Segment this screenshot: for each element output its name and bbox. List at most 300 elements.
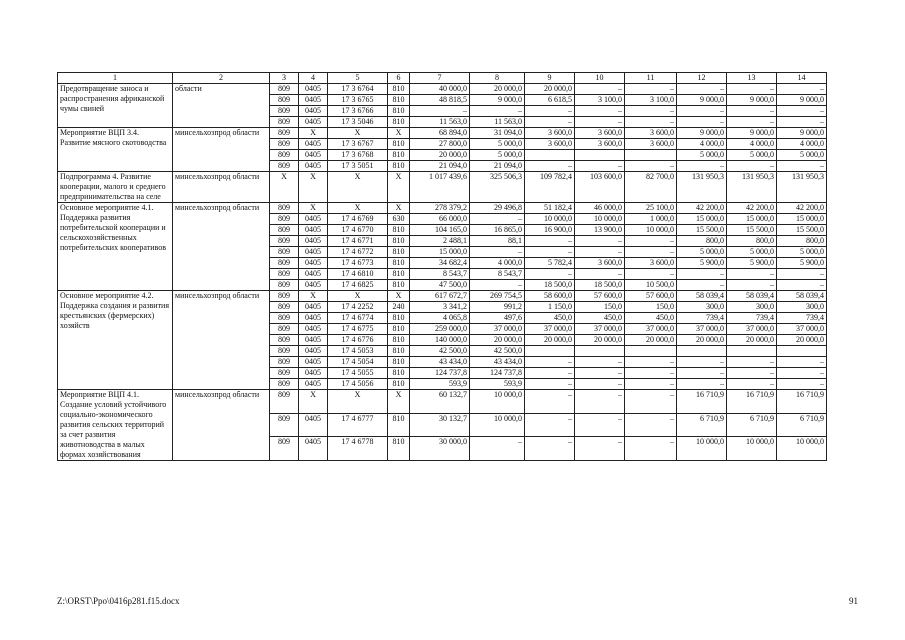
amount-cell: 21 094,0 (470, 161, 525, 172)
amount-cell: – (625, 161, 677, 172)
code-cell: X (299, 128, 328, 139)
code-cell: 810 (388, 324, 410, 335)
code-cell: 17 3 6766 (328, 106, 388, 117)
amount-cell: – (575, 161, 625, 172)
amount-cell: 20 000,0 (625, 335, 677, 346)
code-cell: 809 (270, 117, 299, 128)
amount-cell: 3 600,0 (575, 258, 625, 269)
code-cell: 809 (270, 150, 299, 161)
amount-cell: 1 000,0 (625, 214, 677, 225)
amount-cell: 37 000,0 (470, 324, 525, 335)
amount-cell: 37 000,0 (625, 324, 677, 335)
amount-cell: 131 950,3 (777, 172, 827, 203)
amount-cell: – (777, 117, 827, 128)
amount-cell: 991,2 (470, 302, 525, 313)
amount-cell: 51 182,4 (525, 203, 575, 214)
amount-cell: 11 563,0 (410, 117, 470, 128)
amount-cell: 5 000,0 (777, 150, 827, 161)
amount-cell: 15 500,0 (727, 225, 777, 236)
code-cell: 0405 (299, 379, 328, 390)
amount-cell: 25 100,0 (625, 203, 677, 214)
amount-cell: – (625, 357, 677, 368)
amount-cell: 3 600,0 (625, 258, 677, 269)
code-cell: 809 (270, 357, 299, 368)
amount-cell: 8 543,7 (410, 269, 470, 280)
amount-cell: 1 150,0 (525, 302, 575, 313)
code-cell: 0405 (299, 335, 328, 346)
amount-cell: 617 672,7 (410, 291, 470, 302)
amount-cell: 739,4 (677, 313, 727, 324)
code-cell: 0405 (299, 84, 328, 95)
amount-cell: – (525, 269, 575, 280)
amount-cell: 3 600,0 (575, 128, 625, 139)
code-cell: 810 (388, 84, 410, 95)
code-cell: 809 (270, 413, 299, 437)
table-row (58, 128, 827, 139)
amount-cell: 1 017 439,6 (410, 172, 470, 203)
code-cell: 0405 (299, 269, 328, 280)
amount-cell: 10 500,0 (625, 280, 677, 291)
amount-cell: 3 600,0 (625, 128, 677, 139)
code-cell: 810 (388, 150, 410, 161)
code-cell: 809 (270, 258, 299, 269)
amount-cell: 15 000,0 (677, 214, 727, 225)
amount-cell: – (470, 280, 525, 291)
amount-cell: – (777, 379, 827, 390)
code-cell: 810 (388, 258, 410, 269)
amount-cell: 8 543,7 (470, 269, 525, 280)
code-cell: 0405 (299, 247, 328, 258)
amount-cell: 21 094,0 (410, 161, 470, 172)
amount-cell: 140 000,0 (410, 335, 470, 346)
code-cell: 809 (270, 280, 299, 291)
amount-cell: 47 500,0 (410, 280, 470, 291)
program-name: Основное мероприятие 4.1. Поддержка развития потребительской кооперации и сельскохозяйственных потребительских кооперативов (58, 203, 173, 291)
amount-cell (677, 346, 727, 357)
column-number: 7 (410, 73, 470, 84)
amount-cell: 800,0 (727, 236, 777, 247)
code-cell: 17 3 6764 (328, 84, 388, 95)
code-cell: 0405 (299, 280, 328, 291)
amount-cell: – (525, 106, 575, 117)
column-number: 11 (625, 73, 677, 84)
code-cell: 17 3 5046 (328, 117, 388, 128)
amount-cell: 6 618,5 (525, 95, 575, 106)
amount-cell: 13 900,0 (575, 225, 625, 236)
code-cell: 0405 (299, 150, 328, 161)
amount-cell: 269 754,5 (470, 291, 525, 302)
amount-cell: 593,9 (410, 379, 470, 390)
amount-cell: 3 100,0 (575, 95, 625, 106)
code-cell: 810 (388, 106, 410, 117)
amount-cell: 30 000,0 (410, 437, 470, 461)
code-cell: 810 (388, 368, 410, 379)
amount-cell: 9 000,0 (727, 95, 777, 106)
amount-cell: 82 700,0 (625, 172, 677, 203)
executor: минсельхозпрод области (173, 390, 270, 461)
amount-cell: 37 000,0 (777, 324, 827, 335)
amount-cell: 20 000,0 (525, 84, 575, 95)
amount-cell: 5 000,0 (677, 150, 727, 161)
amount-cell: – (575, 84, 625, 95)
amount-cell: 9 000,0 (777, 128, 827, 139)
amount-cell: 6 710,9 (777, 413, 827, 437)
amount-cell (727, 346, 777, 357)
amount-cell: 5 900,0 (777, 258, 827, 269)
code-cell: 809 (270, 247, 299, 258)
amount-cell: 4 065,8 (410, 313, 470, 324)
amount-cell (575, 150, 625, 161)
amount-cell: 37 000,0 (727, 324, 777, 335)
code-cell: 0405 (299, 117, 328, 128)
amount-cell: – (727, 357, 777, 368)
amount-cell: 131 950,3 (727, 172, 777, 203)
code-cell: 809 (270, 128, 299, 139)
amount-cell: – (575, 357, 625, 368)
amount-cell: 31 094,0 (470, 128, 525, 139)
code-cell: 17 4 6810 (328, 269, 388, 280)
amount-cell: 497,6 (470, 313, 525, 324)
code-cell: 810 (388, 413, 410, 437)
amount-cell: – (777, 106, 827, 117)
page-number: 91 (849, 596, 858, 606)
code-cell: 809 (270, 324, 299, 335)
code-cell: 17 4 5056 (328, 379, 388, 390)
code-cell: 17 4 6774 (328, 313, 388, 324)
executor: области (173, 84, 270, 128)
amount-cell: 5 782,4 (525, 258, 575, 269)
code-cell: 0405 (299, 368, 328, 379)
amount-cell: 325 506,3 (470, 172, 525, 203)
code-cell: 17 4 6770 (328, 225, 388, 236)
amount-cell: – (777, 280, 827, 291)
amount-cell: 16 710,9 (727, 390, 777, 414)
amount-cell (525, 150, 575, 161)
code-cell: 0405 (299, 236, 328, 247)
amount-cell: 58 600,0 (525, 291, 575, 302)
amount-cell: 15 000,0 (777, 214, 827, 225)
code-cell: 17 4 6775 (328, 324, 388, 335)
amount-cell: 300,0 (777, 302, 827, 313)
amount-cell: 131 950,3 (677, 172, 727, 203)
code-cell: X (299, 172, 328, 203)
amount-cell: 10 000,0 (470, 413, 525, 437)
code-cell: 240 (388, 302, 410, 313)
amount-cell: 10 000,0 (727, 437, 777, 461)
amount-cell: 5 000,0 (727, 150, 777, 161)
table-row (58, 291, 827, 302)
amount-cell: – (575, 379, 625, 390)
amount-cell (525, 346, 575, 357)
amount-cell: 9 000,0 (777, 95, 827, 106)
table-row (58, 84, 827, 95)
amount-cell: – (625, 106, 677, 117)
amount-cell: 450,0 (575, 313, 625, 324)
amount-cell: – (525, 368, 575, 379)
amount-cell: – (525, 437, 575, 461)
amount-cell: 10 000,0 (677, 437, 727, 461)
amount-cell: 66 000,0 (410, 214, 470, 225)
code-cell: 0405 (299, 139, 328, 150)
code-cell: 17 3 6765 (328, 95, 388, 106)
amount-cell: – (470, 247, 525, 258)
code-cell: 17 4 6771 (328, 236, 388, 247)
amount-cell: 9 000,0 (677, 95, 727, 106)
amount-cell: – (575, 368, 625, 379)
amount-cell: 10 000,0 (625, 225, 677, 236)
amount-cell: 450,0 (625, 313, 677, 324)
amount-cell: – (575, 236, 625, 247)
amount-cell: – (677, 117, 727, 128)
amount-cell: 4 000,0 (470, 258, 525, 269)
code-cell: 810 (388, 117, 410, 128)
code-cell: 17 4 6776 (328, 335, 388, 346)
amount-cell: – (727, 106, 777, 117)
amount-cell: 4 000,0 (677, 139, 727, 150)
amount-cell: 109 782,4 (525, 172, 575, 203)
amount-cell: 4 000,0 (777, 139, 827, 150)
program-name: Подпрограмма 4. Развитие кооперации, малого и среднего предпринимательства на селе (58, 172, 173, 203)
amount-cell: – (625, 84, 677, 95)
code-cell: 810 (388, 269, 410, 280)
amount-cell: 3 100,0 (625, 95, 677, 106)
code-cell: 17 4 2252 (328, 302, 388, 313)
amount-cell: 16 900,0 (525, 225, 575, 236)
code-cell: 809 (270, 335, 299, 346)
code-cell: 810 (388, 346, 410, 357)
amount-cell: 20 000,0 (470, 335, 525, 346)
amount-cell: – (525, 357, 575, 368)
amount-cell: 150,0 (625, 302, 677, 313)
code-cell: 810 (388, 161, 410, 172)
amount-cell: 5 000,0 (677, 247, 727, 258)
amount-cell: – (525, 117, 575, 128)
code-cell: 809 (270, 214, 299, 225)
amount-cell: 124 737,8 (410, 368, 470, 379)
amount-cell: 37 000,0 (575, 324, 625, 335)
amount-cell: – (625, 379, 677, 390)
amount-cell: – (777, 161, 827, 172)
amount-cell: 42 500,0 (410, 346, 470, 357)
code-cell: X (388, 390, 410, 414)
code-cell: 17 4 6825 (328, 280, 388, 291)
amount-cell: 3 341,2 (410, 302, 470, 313)
code-cell: 0405 (299, 95, 328, 106)
code-cell: 0405 (299, 302, 328, 313)
code-cell: 809 (270, 236, 299, 247)
amount-cell: 46 000,0 (575, 203, 625, 214)
column-number: 1 (58, 73, 173, 84)
amount-cell: 593,9 (470, 379, 525, 390)
code-cell: 810 (388, 437, 410, 461)
amount-cell: – (575, 390, 625, 414)
amount-cell: 20 000,0 (470, 84, 525, 95)
amount-cell: 29 496,8 (470, 203, 525, 214)
code-cell: 810 (388, 379, 410, 390)
amount-cell: – (575, 117, 625, 128)
code-cell: 0405 (299, 357, 328, 368)
amount-cell: – (470, 106, 525, 117)
code-cell: X (299, 203, 328, 214)
amount-cell: 6 710,9 (677, 413, 727, 437)
amount-cell: – (677, 84, 727, 95)
table-row (58, 203, 827, 214)
amount-cell: – (727, 368, 777, 379)
amount-cell: 16 710,9 (677, 390, 727, 414)
amount-cell: 11 563,0 (470, 117, 525, 128)
code-cell: X (388, 291, 410, 302)
amount-cell: 58 039,4 (677, 291, 727, 302)
amount-cell: 43 434,0 (410, 357, 470, 368)
code-cell: 810 (388, 95, 410, 106)
code-cell: 810 (388, 225, 410, 236)
amount-cell: 27 800,0 (410, 139, 470, 150)
amount-cell: 34 682,4 (410, 258, 470, 269)
amount-cell: 5 900,0 (727, 258, 777, 269)
amount-cell: 20 000,0 (777, 335, 827, 346)
amount-cell: 18 500,0 (525, 280, 575, 291)
amount-cell: – (677, 379, 727, 390)
amount-cell: 30 132,7 (410, 413, 470, 437)
code-cell: 17 4 5053 (328, 346, 388, 357)
code-cell: 809 (270, 161, 299, 172)
amount-cell: 58 039,4 (727, 291, 777, 302)
table-row (58, 172, 827, 203)
amount-cell: 20 000,0 (575, 335, 625, 346)
executor: минсельхозпрод области (173, 291, 270, 390)
column-number: 8 (470, 73, 525, 84)
amount-cell: – (525, 413, 575, 437)
code-cell: 809 (270, 390, 299, 414)
amount-cell: – (727, 161, 777, 172)
amount-cell: 88,1 (470, 236, 525, 247)
code-cell: 809 (270, 203, 299, 214)
code-cell: X (388, 203, 410, 214)
amount-cell: 16 865,0 (470, 225, 525, 236)
code-cell: 810 (388, 335, 410, 346)
program-name: Предотвращение заноса и распространения африканской чумы свиней (58, 84, 173, 128)
code-cell: 17 4 6777 (328, 413, 388, 437)
amount-cell: 42 200,0 (777, 203, 827, 214)
amount-cell: 37 000,0 (525, 324, 575, 335)
amount-cell: 800,0 (777, 236, 827, 247)
code-cell: X (328, 291, 388, 302)
code-cell: 0405 (299, 225, 328, 236)
executor: минсельхозпрод области (173, 203, 270, 291)
amount-cell: 20 000,0 (410, 150, 470, 161)
amount-cell: – (575, 437, 625, 461)
amount-cell: 3 600,0 (525, 139, 575, 150)
amount-cell: 5 000,0 (470, 139, 525, 150)
amount-cell: 42 500,0 (470, 346, 525, 357)
amount-cell: 16 710,9 (777, 390, 827, 414)
amount-cell (625, 150, 677, 161)
amount-cell: 60 132,7 (410, 390, 470, 414)
amount-cell: – (525, 247, 575, 258)
amount-cell: – (677, 280, 727, 291)
amount-cell: 5 900,0 (677, 258, 727, 269)
code-cell: X (299, 390, 328, 414)
amount-cell (575, 346, 625, 357)
amount-cell: 5 000,0 (777, 247, 827, 258)
amount-cell: 2 488,1 (410, 236, 470, 247)
amount-cell: – (625, 390, 677, 414)
code-cell: 17 4 5055 (328, 368, 388, 379)
amount-cell: 278 379,2 (410, 203, 470, 214)
amount-cell: – (575, 413, 625, 437)
column-number: 6 (388, 73, 410, 84)
amount-cell: 48 818,5 (410, 95, 470, 106)
code-cell: X (388, 128, 410, 139)
amount-cell: 5 000,0 (470, 150, 525, 161)
code-cell: 809 (270, 225, 299, 236)
amount-cell: – (625, 236, 677, 247)
program-name: Основное мероприятие 4.2. Поддержка создания и развития крестьянских (фермерских) хозяйств (58, 291, 173, 390)
amount-cell: – (470, 214, 525, 225)
amount-cell: – (525, 390, 575, 414)
amount-cell: 57 600,0 (625, 291, 677, 302)
code-cell: 809 (270, 437, 299, 461)
amount-cell: 739,4 (777, 313, 827, 324)
amount-cell: – (727, 379, 777, 390)
column-number: 13 (727, 73, 777, 84)
amount-cell: 10 000,0 (525, 214, 575, 225)
amount-cell: – (777, 269, 827, 280)
table-body (58, 73, 827, 461)
amount-cell: 10 000,0 (470, 390, 525, 414)
code-cell: 0405 (299, 346, 328, 357)
amount-cell: 42 200,0 (727, 203, 777, 214)
code-cell: 809 (270, 139, 299, 150)
amount-cell: – (677, 357, 727, 368)
amount-cell: 37 000,0 (677, 324, 727, 335)
table-row (58, 390, 827, 414)
code-cell: 0405 (299, 437, 328, 461)
code-cell: X (328, 203, 388, 214)
amount-cell: 20 000,0 (525, 335, 575, 346)
amount-cell: 800,0 (677, 236, 727, 247)
code-cell: 809 (270, 379, 299, 390)
column-number-row (58, 73, 827, 84)
amount-cell: – (525, 379, 575, 390)
amount-cell: 3 600,0 (525, 128, 575, 139)
amount-cell: 9 000,0 (727, 128, 777, 139)
amount-cell: 68 894,0 (410, 128, 470, 139)
amount-cell: – (625, 269, 677, 280)
code-cell: 0405 (299, 161, 328, 172)
amount-cell: – (575, 247, 625, 258)
amount-cell: – (677, 161, 727, 172)
code-cell: 17 4 6778 (328, 437, 388, 461)
amount-cell: 103 600,0 (575, 172, 625, 203)
amount-cell: 3 600,0 (625, 139, 677, 150)
code-cell: 630 (388, 214, 410, 225)
column-number: 10 (575, 73, 625, 84)
amount-cell: 10 000,0 (777, 437, 827, 461)
program-name: Мероприятие ВЦП 4.1. Создание условий устойчивого социально-экономического развития сельских территорий за счет развития животноводства в малых формах хозяйствования (58, 390, 173, 461)
amount-cell: 20 000,0 (727, 335, 777, 346)
amount-cell: 3 600,0 (575, 139, 625, 150)
code-cell: 17 3 5051 (328, 161, 388, 172)
code-cell: 0405 (299, 313, 328, 324)
amount-cell: 20 000,0 (677, 335, 727, 346)
code-cell: 0405 (299, 106, 328, 117)
amount-cell: 15 000,0 (410, 247, 470, 258)
amount-cell: – (625, 437, 677, 461)
amount-cell: 43 434,0 (470, 357, 525, 368)
code-cell: 809 (270, 346, 299, 357)
amount-cell: – (677, 368, 727, 379)
